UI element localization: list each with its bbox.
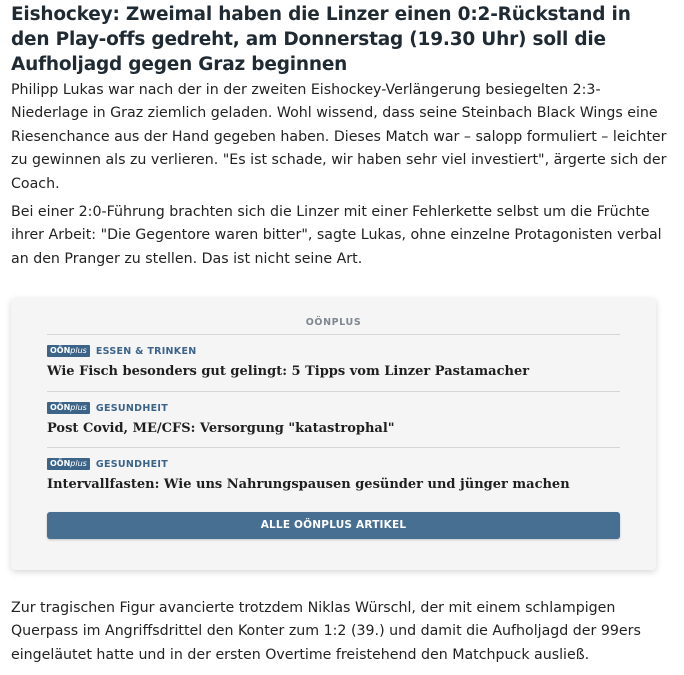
teaser-category: GESUNDHEIT: [95, 458, 168, 470]
teaser-box-label: OÖNPLUS: [305, 317, 362, 328]
divider: [47, 334, 620, 335]
teaser-title-link[interactable]: Wie Fisch besonders gut gelingt: 5 Tipps vom Linzer Pastamacher: [47, 364, 530, 379]
article-headline: Eishockey: Zweimal haben die Linzer einen 0:2-Rückstand in den Play-offs gedreht, am Donnerstag (19.30 Uhr) soll die Aufholjagd gegen Graz beginnen: [11, 4, 631, 75]
article-paragraph: Philipp Lukas war nach der in der zweiten Eishockey-Verlängerung besiegelten 2:3-Niederlage in Graz ziemlich geladen. Wohl wissend, dass seine Steinbach Black Wings eine Riesenchance aus der Hand gegeben haben. Dieses Match war – salopp formuliert – leichter zu gewinnen als zu verlieren. "Es ist schade, wir haben sehr viel investiert", ärgerte sich der Coach.: [11, 82, 667, 192]
divider: [47, 391, 620, 392]
teaser-item[interactable]: [47, 457, 620, 493]
article-paragraph: Zur tragischen Figur avancierte trotzdem Niklas Würschl, der mit einem schlampigen Querpass im Angriffsdrittel den Konter zum 1:2 (39.) und damit die Aufholjagd der 99ers eingeläutet hatte und in der ersten Overtime freistehend den Matchpuck ausließ.: [11, 600, 641, 663]
all-oonplus-articles-button[interactable]: ALLE OÖNPLUS ARTIKEL: [47, 512, 620, 539]
teaser-item[interactable]: [47, 401, 620, 437]
teaser-category: ESSEN & TRINKEN: [95, 345, 197, 357]
teaser-item[interactable]: [47, 344, 620, 380]
teaser-title-link[interactable]: Intervallfasten: Wie uns Nahrungspausen gesünder und jünger machen: [47, 477, 570, 492]
oonplus-badge: OÖNplus: [47, 402, 90, 414]
teaser-title-link[interactable]: Post Covid, ME/CFS: Versorgung "katastrophal": [47, 421, 395, 436]
oonplus-badge: OÖNplus: [47, 458, 90, 470]
oonplus-teaser-box: [11, 298, 656, 570]
oonplus-badge: OÖNplus: [47, 345, 90, 357]
article-paragraph: Bei einer 2:0-Führung brachten sich die Linzer mit einer Fehlerkette selbst um die Früchte ihrer Arbeit: "Die Gegentore waren bitter", sagte Lukas, ohne einzelne Protagonisten verbal an den Pranger zu stellen. Das ist nicht seine Art.: [11, 204, 662, 267]
teaser-category: GESUNDHEIT: [95, 402, 168, 414]
divider: [47, 447, 620, 448]
